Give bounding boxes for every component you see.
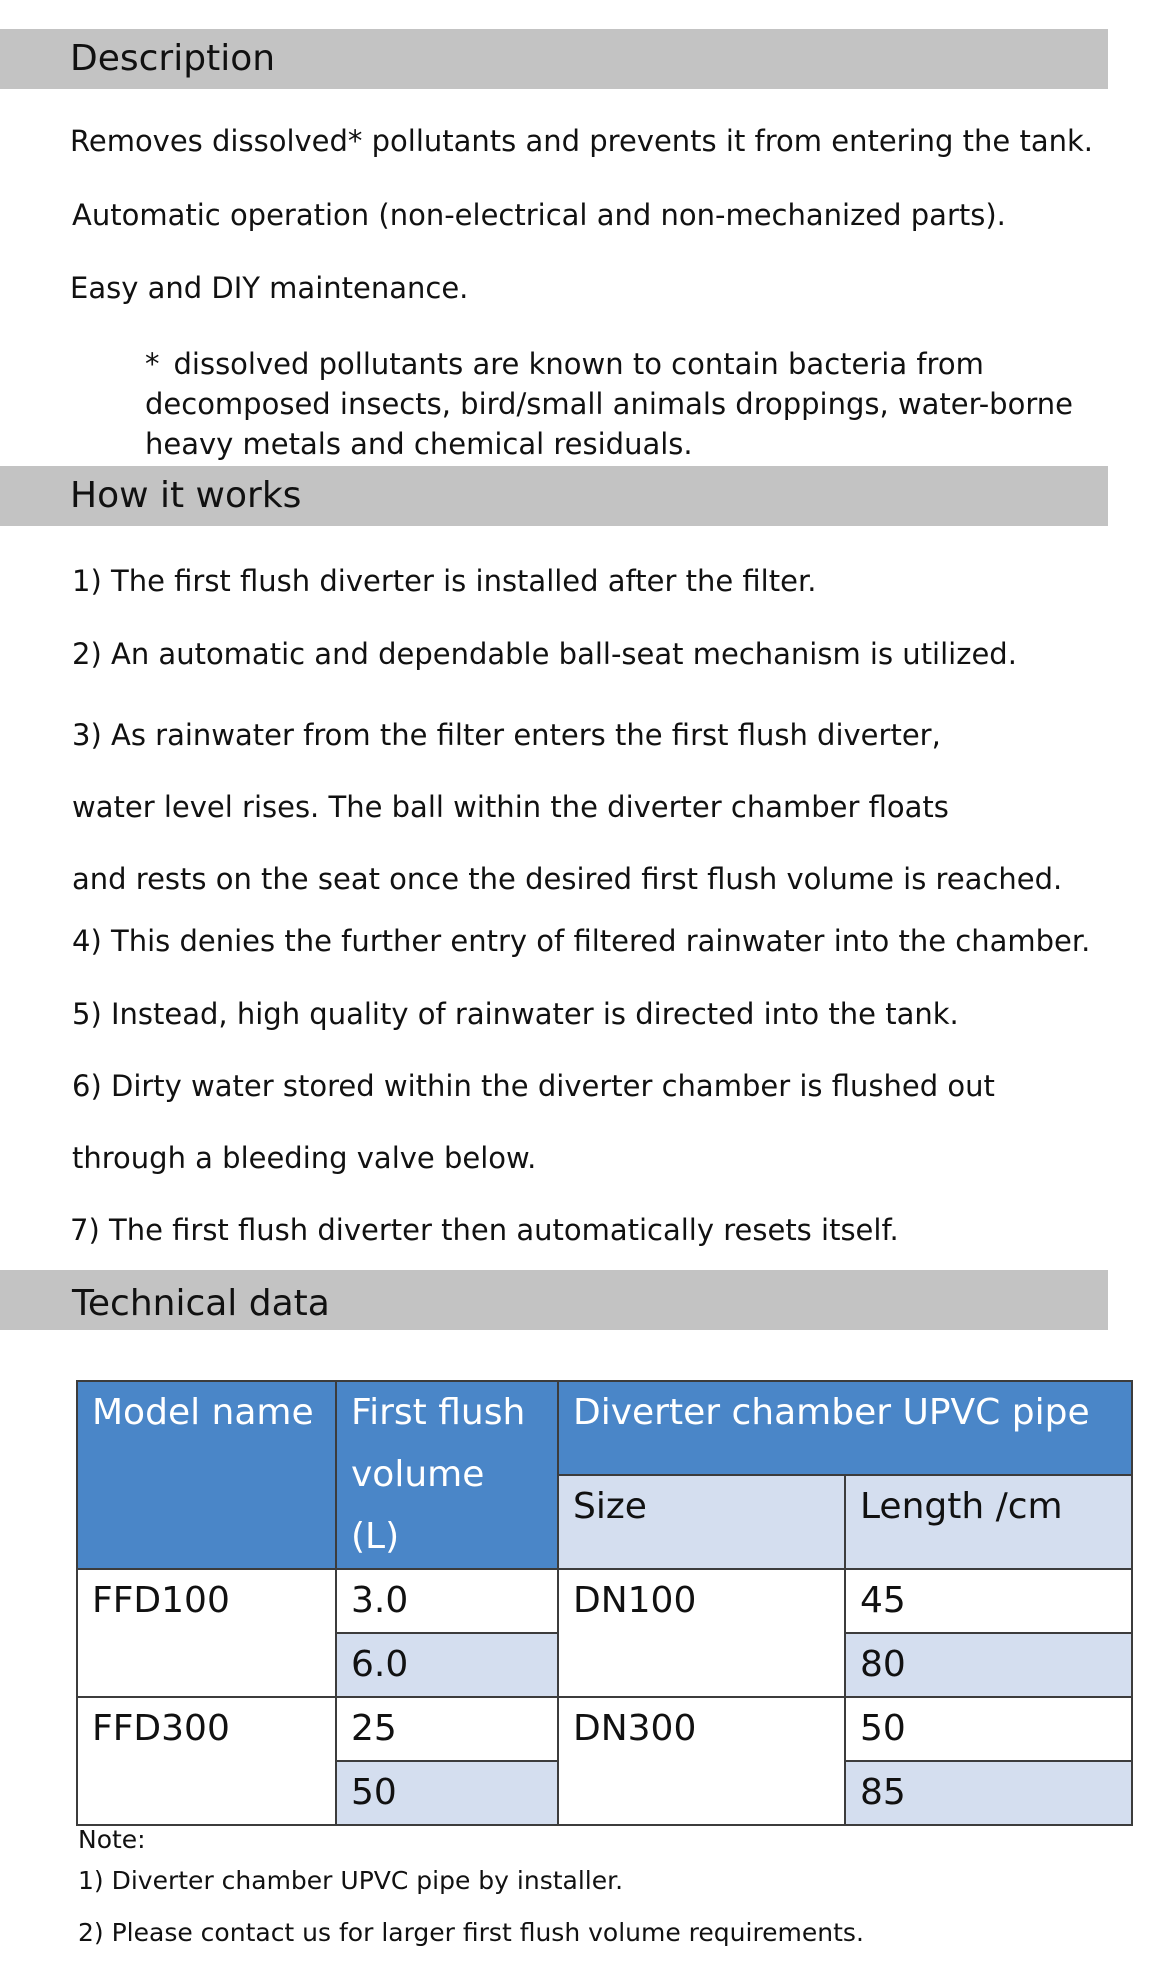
- how-step-line: 3) As rainwater from the filter enters the first flush diverter,: [72, 718, 941, 752]
- size-cell: DN300: [558, 1697, 845, 1825]
- model-name-cell: FFD300: [77, 1697, 336, 1825]
- footnote-asterisk: *: [145, 347, 160, 381]
- how-step-line: 4) This denies the further entry of filtered rainwater into the chamber.: [72, 924, 1091, 958]
- technical-data-header-bar: [0, 1270, 1108, 1330]
- volume-cell: 6.0: [336, 1633, 558, 1697]
- header-length: Length /cm: [845, 1475, 1132, 1569]
- description-line-3: Easy and DIY maintenance.: [70, 271, 469, 305]
- technical-data-title: Technical data: [72, 1283, 330, 1324]
- description-header-bar: [0, 29, 1108, 89]
- size-cell: DN100: [558, 1569, 845, 1697]
- volume-cell: 3.0: [336, 1569, 558, 1633]
- volume-cell: 25: [336, 1697, 558, 1761]
- table-header-row: [77, 1381, 1132, 1475]
- footnote-text: dissolved pollutants are known to contain bacteria from decomposed insects, bird/small animals droppings, water-borne heavy metals and chemical residuals.: [145, 347, 1073, 461]
- header-model-name: Model name: [77, 1381, 336, 1569]
- how-it-works-header-bar: [0, 466, 1108, 526]
- model-name-cell: FFD100: [77, 1569, 336, 1697]
- how-step-line: 5) Instead, high quality of rainwater is directed into the tank.: [72, 997, 959, 1031]
- notes-title: Note:: [78, 1825, 146, 1854]
- how-step-line: water level rises. The ball within the diverter chamber floats: [72, 790, 949, 824]
- volume-cell: 50: [336, 1761, 558, 1825]
- description-title: Description: [70, 38, 276, 79]
- length-cell: 85: [845, 1761, 1132, 1825]
- how-step-line: 2) An automatic and dependable ball-seat mechanism is utilized.: [72, 637, 1017, 671]
- how-step-line: 7) The first flush diverter then automatically resets itself.: [70, 1213, 899, 1247]
- description-line-2: Automatic operation (non-electrical and non-mechanized parts).: [72, 198, 1006, 232]
- description-footnote: [145, 344, 1095, 464]
- header-diverter-chamber-pipe: Diverter chamber UPVC pipe: [558, 1381, 1132, 1475]
- technical-data-table: [76, 1380, 1133, 1826]
- length-cell: 50: [845, 1697, 1132, 1761]
- header-first-flush-volume: First flush volume (L): [336, 1381, 558, 1569]
- how-step-line: 6) Dirty water stored within the diverter chamber is flushed out: [72, 1069, 995, 1103]
- note-item: 1) Diverter chamber UPVC pipe by installer.: [78, 1866, 624, 1895]
- how-step-line: 1) The first flush diverter is installed after the filter.: [72, 564, 817, 598]
- how-step-line: and rests on the seat once the desired first flush volume is reached.: [72, 862, 1063, 896]
- length-cell: 45: [845, 1569, 1132, 1633]
- how-step-line: through a bleeding valve below.: [72, 1141, 537, 1175]
- description-line-1: Removes dissolved* pollutants and prevents it from entering the tank.: [70, 124, 1094, 158]
- header-size: Size: [558, 1475, 845, 1569]
- table-row: [77, 1697, 1132, 1761]
- table-row: [77, 1569, 1132, 1633]
- length-cell: 80: [845, 1633, 1132, 1697]
- how-it-works-title: How it works: [70, 475, 302, 516]
- note-item: 2) Please contact us for larger first flush volume requirements.: [78, 1918, 864, 1947]
